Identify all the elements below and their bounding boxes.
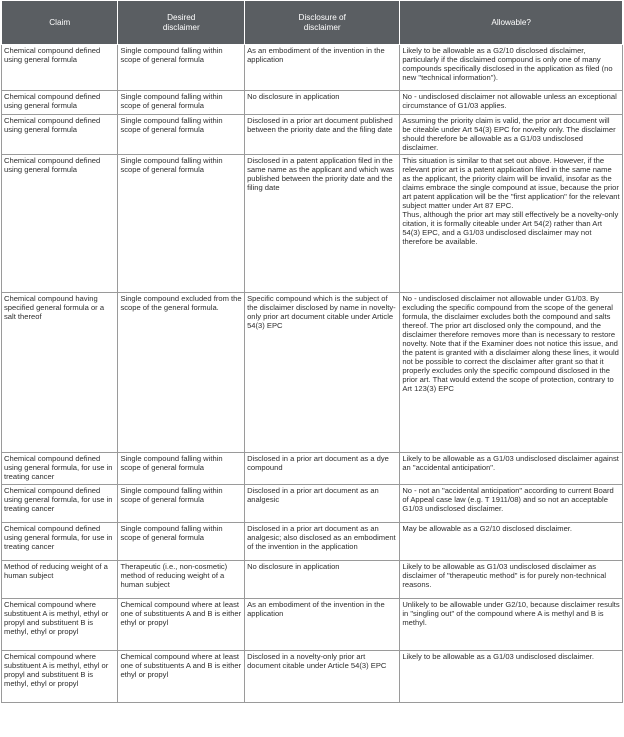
- cell-claim: Chemical compound having specified general formula or a salt thereof: [2, 293, 118, 453]
- table-row: [2, 485, 623, 523]
- cell-desired: Single compound falling within scope of general formula: [118, 523, 245, 561]
- table-body: [2, 45, 623, 703]
- header-allowable: Allowable?: [400, 1, 623, 45]
- cell-disclosure: Disclosed in a prior art document as a dye compound: [245, 453, 400, 485]
- cell-disclosure: Disclosed in a prior art document as an analgesic; also disclosed as an embodiment of the invention in the application: [245, 523, 400, 561]
- table-row: [2, 115, 623, 155]
- cell-allowable: Likely to be allowable as a G1/03 undisclosed disclaimer.: [400, 651, 623, 703]
- cell-desired: Single compound excluded from the scope of the general formula.: [118, 293, 245, 453]
- cell-allowable: Likely to be allowable as G1/03 undisclosed disclaimer as disclaimer of "therapeutic method" is for purely non-technical reasons.: [400, 561, 623, 599]
- cell-claim: Chemical compound defined using general formula: [2, 155, 118, 293]
- cell-desired: Single compound falling within scope of general formula: [118, 485, 245, 523]
- cell-allowable: Unlikely to be allowable under G2/10, because disclaimer results in "singling out" of the compound where A is methyl and B is methyl.: [400, 599, 623, 651]
- disclaimer-table: [1, 0, 623, 703]
- table-header: [2, 1, 623, 45]
- cell-disclosure: As an embodiment of the invention in the application: [245, 599, 400, 651]
- cell-disclosure: No disclosure in application: [245, 561, 400, 599]
- cell-allowable: No - undisclosed disclaimer not allowable under G1/03. By excluding the specific compound from the scope of the general formula, the disclaimer excludes both the compound and salts thereof. The prior art disclosed only the compound, and the disclaimer therefore removes more than is necessary to restore novelty. Note that if the Examiner does not notice this issue, and the patent is granted with a disclaimer along these lines, it would not be possible to correct the disclaimer after grant so that it properly excludes only the specific compound disclosed in the prior art. That would extend the scope of protection, contrary to Art 123(3) EPC: [400, 293, 623, 453]
- cell-allowable: No - not an "accidental anticipation" according to current Board of Appeal case law (e.g. T 1911/08) and so not an acceptable G1/03 undisclosed disclaimer.: [400, 485, 623, 523]
- cell-claim: Chemical compound defined using general formula: [2, 115, 118, 155]
- cell-allowable: May be allowable as a G2/10 disclosed disclaimer.: [400, 523, 623, 561]
- table-row: [2, 599, 623, 651]
- cell-allowable: No - undisclosed disclaimer not allowable unless an exceptional circumstance of G1/03 applies.: [400, 91, 623, 115]
- cell-disclosure: No disclosure in application: [245, 91, 400, 115]
- cell-claim: Chemical compound where substituent A is methyl, ethyl or propyl and substituent B is methyl, ethyl or propyl: [2, 599, 118, 651]
- cell-desired: Single compound falling within scope of general formula: [118, 453, 245, 485]
- cell-disclosure: Disclosed in a patent application filed in the same name as the applicant and which was published between the priority date and the filing date: [245, 155, 400, 293]
- cell-desired: Single compound falling within scope of general formula: [118, 45, 245, 91]
- cell-claim: Method of reducing weight of a human subject: [2, 561, 118, 599]
- table-row: [2, 45, 623, 91]
- cell-disclosure: Disclosed in a prior art document as an analgesic: [245, 485, 400, 523]
- cell-claim: Chemical compound defined using general formula: [2, 45, 118, 91]
- cell-allowable: Likely to be allowable as a G1/03 undisclosed disclaimer against an "accidental anticipation".: [400, 453, 623, 485]
- cell-desired: Single compound falling within scope of general formula: [118, 115, 245, 155]
- cell-disclosure: Disclosed in a novelty-only prior art document citable under Article 54(3) EPC: [245, 651, 400, 703]
- cell-claim: Chemical compound defined using general formula, for use in treating cancer: [2, 485, 118, 523]
- cell-desired: Chemical compound where at least one of substituents A and B is either ethyl or propyl: [118, 651, 245, 703]
- cell-claim: Chemical compound defined using general formula, for use in treating cancer: [2, 523, 118, 561]
- table-row: [2, 453, 623, 485]
- table-row: [2, 91, 623, 115]
- table-row: [2, 651, 623, 703]
- cell-desired: Therapeutic (i.e., non-cosmetic) method of reducing weight of a human subject: [118, 561, 245, 599]
- cell-claim: Chemical compound where substituent A is methyl, ethyl or propyl and substituent B is methyl, ethyl or propyl: [2, 651, 118, 703]
- cell-desired: Single compound falling within scope of general formula: [118, 91, 245, 115]
- table-row: [2, 293, 623, 453]
- table-row: [2, 561, 623, 599]
- table-row: [2, 155, 623, 293]
- header-claim: Claim: [2, 1, 118, 45]
- cell-allowable: This situation is similar to that set out above. However, if the relevant prior art is a patent application filed in the same name as the applicant, the priority claim will be invalid, insofar as the claims embrace the single compound at issue, because the prior art patent application will be the "first application" for the relevant subject matter under Art 87 EPC. Thus, although the prior art may still effectively be a novelty-only citation, it is formally citeable under Art 54(2) rather than Art 54(3) EPC, and a G1/03 undisclosed disclaimer may not therefore be available.: [400, 155, 623, 293]
- cell-claim: Chemical compound defined using general formula, for use in treating cancer: [2, 453, 118, 485]
- cell-allowable: Assuming the priority claim is valid, the prior art document will be citeable under Art 54(3) EPC for novelty only. The disclaimer should therefore be allowable as a G1/03 undisclosed disclaimer.: [400, 115, 623, 155]
- cell-claim: Chemical compound defined using general formula: [2, 91, 118, 115]
- cell-allowable: Likely to be allowable as a G2/10 disclosed disclaimer, particularly if the disclaimed compound is only one of many compounds specifically disclosed in the application as filed (no new "technical information").: [400, 45, 623, 91]
- cell-desired: Chemical compound where at least one of substituents A and B is either ethyl or propyl: [118, 599, 245, 651]
- header-row: [2, 1, 623, 45]
- cell-desired: Single compound falling within scope of general formula: [118, 155, 245, 293]
- header-disclosure-of-disclaimer: Disclosure of disclaimer: [245, 1, 400, 45]
- header-desired-disclaimer: Desired disclaimer: [118, 1, 245, 45]
- table-row: [2, 523, 623, 561]
- cell-disclosure: Disclosed in a prior art document published between the priority date and the filing date: [245, 115, 400, 155]
- cell-disclosure: As an embodiment of the invention in the application: [245, 45, 400, 91]
- cell-disclosure: Specific compound which is the subject of the disclaimer disclosed by name in novelty-only prior art document citable under Article 54(3) EPC: [245, 293, 400, 453]
